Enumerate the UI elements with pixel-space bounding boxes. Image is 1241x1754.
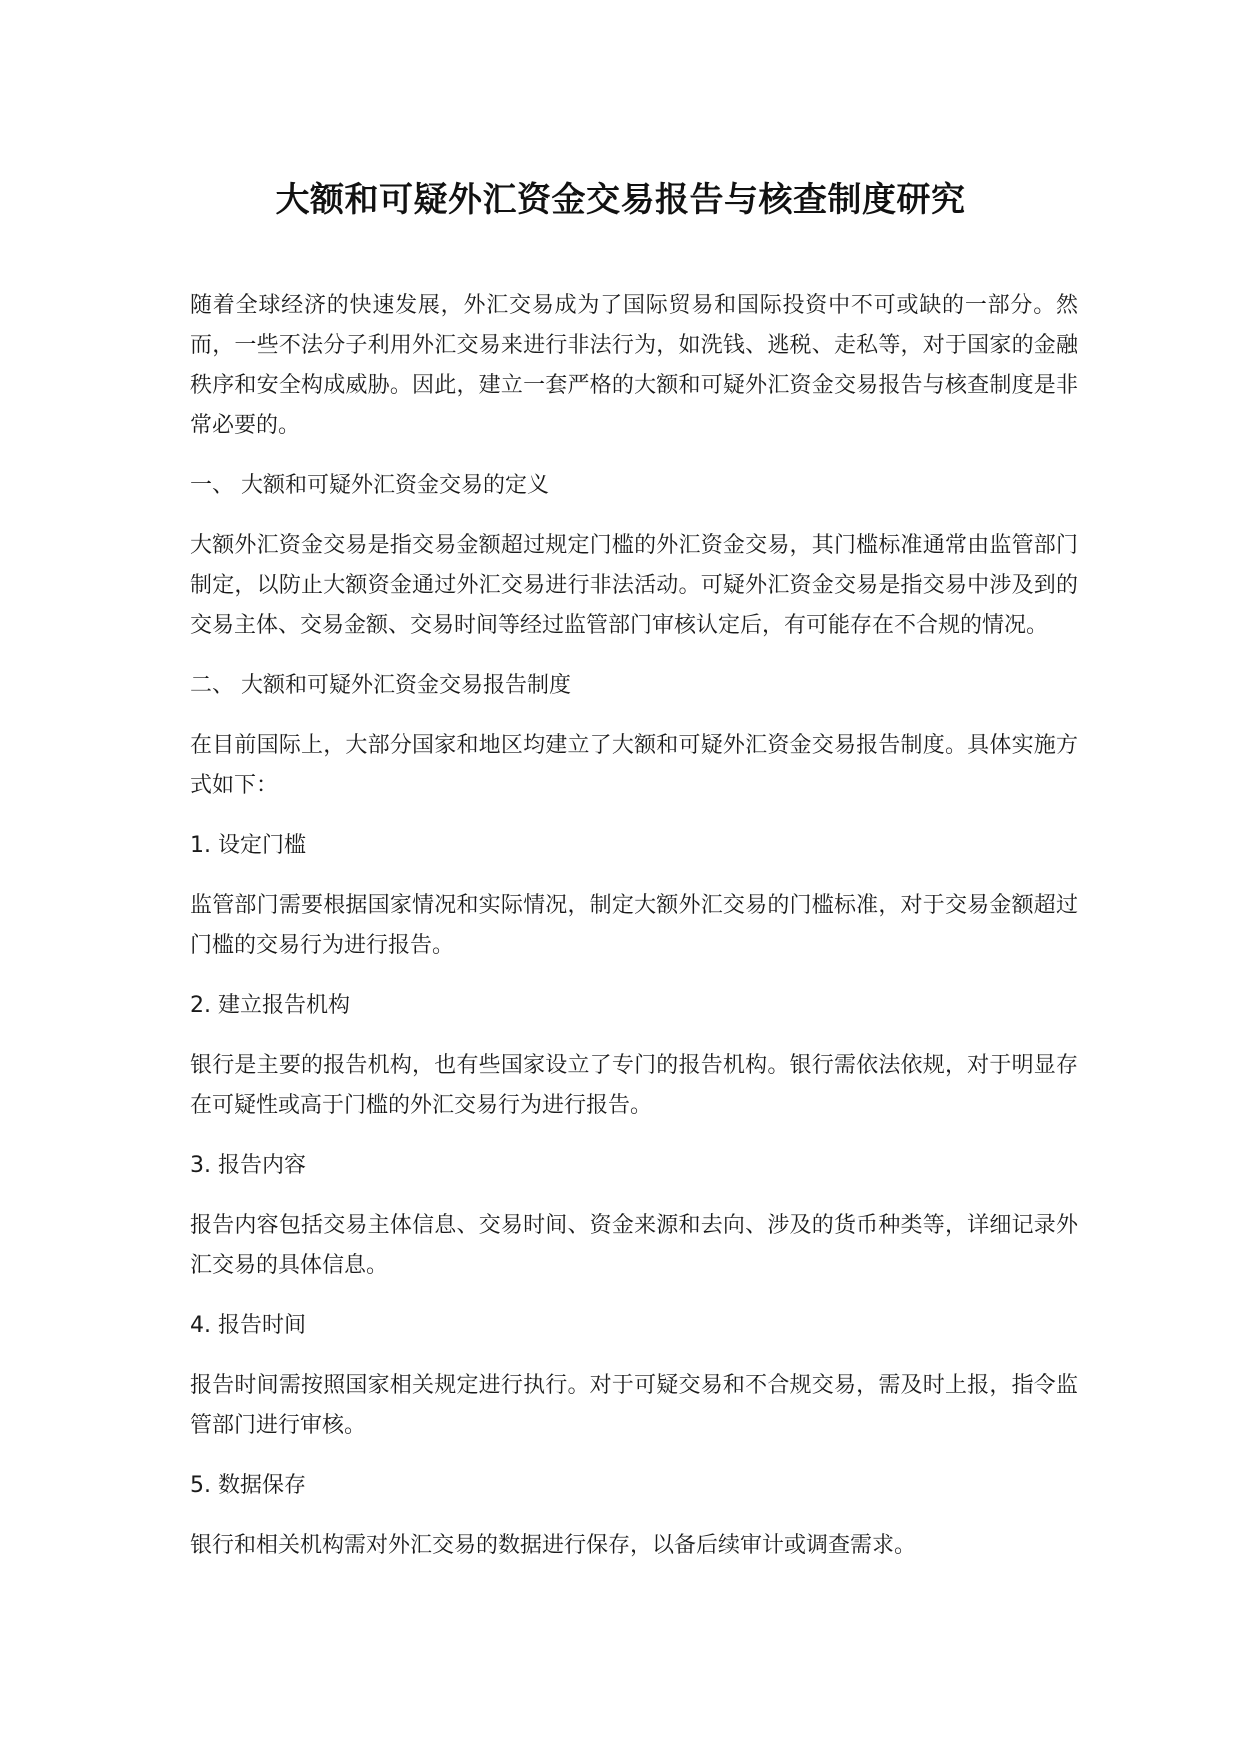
item-heading-time: 4. 报告时间 [190, 1313, 306, 1338]
institution-paragraph: 银行是主要的报告机构，也有些国家设立了专门的报告机构。银行需依法依规，对于明显存在可疑性或高于门槛的外汇交易行为进行报告。 [190, 1053, 1078, 1118]
document-body [190, 286, 1078, 1566]
item-heading-threshold: 1. 设定门槛 [190, 833, 306, 858]
item-heading-content: 3. 报告内容 [190, 1153, 306, 1178]
document-title: 大额和可疑外汇资金交易报告与核查制度研究 [275, 180, 966, 220]
section-heading-definition: 一、 大额和可疑外汇资金交易的定义 [190, 473, 549, 498]
section-heading-reporting: 二、 大额和可疑外汇资金交易报告制度 [190, 673, 571, 698]
item-heading-storage: 5. 数据保存 [190, 1473, 306, 1498]
reporting-intro-paragraph: 在目前国际上，大部分国家和地区均建立了大额和可疑外汇资金交易报告制度。具体实施方式如下： [190, 733, 1078, 798]
content-paragraph: 报告内容包括交易主体信息、交易时间、资金来源和去向、涉及的货币种类等，详细记录外汇交易的具体信息。 [190, 1213, 1078, 1278]
intro-paragraph: 随着全球经济的快速发展，外汇交易成为了国际贸易和国际投资中不可或缺的一部分。然而，一些不法分子利用外汇交易来进行非法行为，如洗钱、逃税、走私等，对于国家的金融秩序和安全构成威胁。因此，建立一套严格的大额和可疑外汇资金交易报告与核查制度是非常必要的。 [190, 293, 1078, 438]
time-paragraph: 报告时间需按照国家相关规定进行执行。对于可疑交易和不合规交易，需及时上报，指令监管部门进行审核。 [190, 1373, 1078, 1438]
storage-paragraph: 银行和相关机构需对外汇交易的数据进行保存，以备后续审计或调查需求。 [190, 1533, 917, 1558]
item-heading-institution: 2. 建立报告机构 [190, 993, 350, 1018]
definition-paragraph: 大额外汇资金交易是指交易金额超过规定门槛的外汇资金交易，其门槛标准通常由监管部门制定，以防止大额资金通过外汇交易进行非法活动。可疑外汇资金交易是指交易中涉及到的交易主体、交易金额、交易时间等经过监管部门审核认定后，有可能存在不合规的情况。 [190, 533, 1078, 638]
threshold-paragraph: 监管部门需要根据国家情况和实际情况，制定大额外汇交易的门槛标准，对于交易金额超过门槛的交易行为进行报告。 [190, 893, 1078, 958]
